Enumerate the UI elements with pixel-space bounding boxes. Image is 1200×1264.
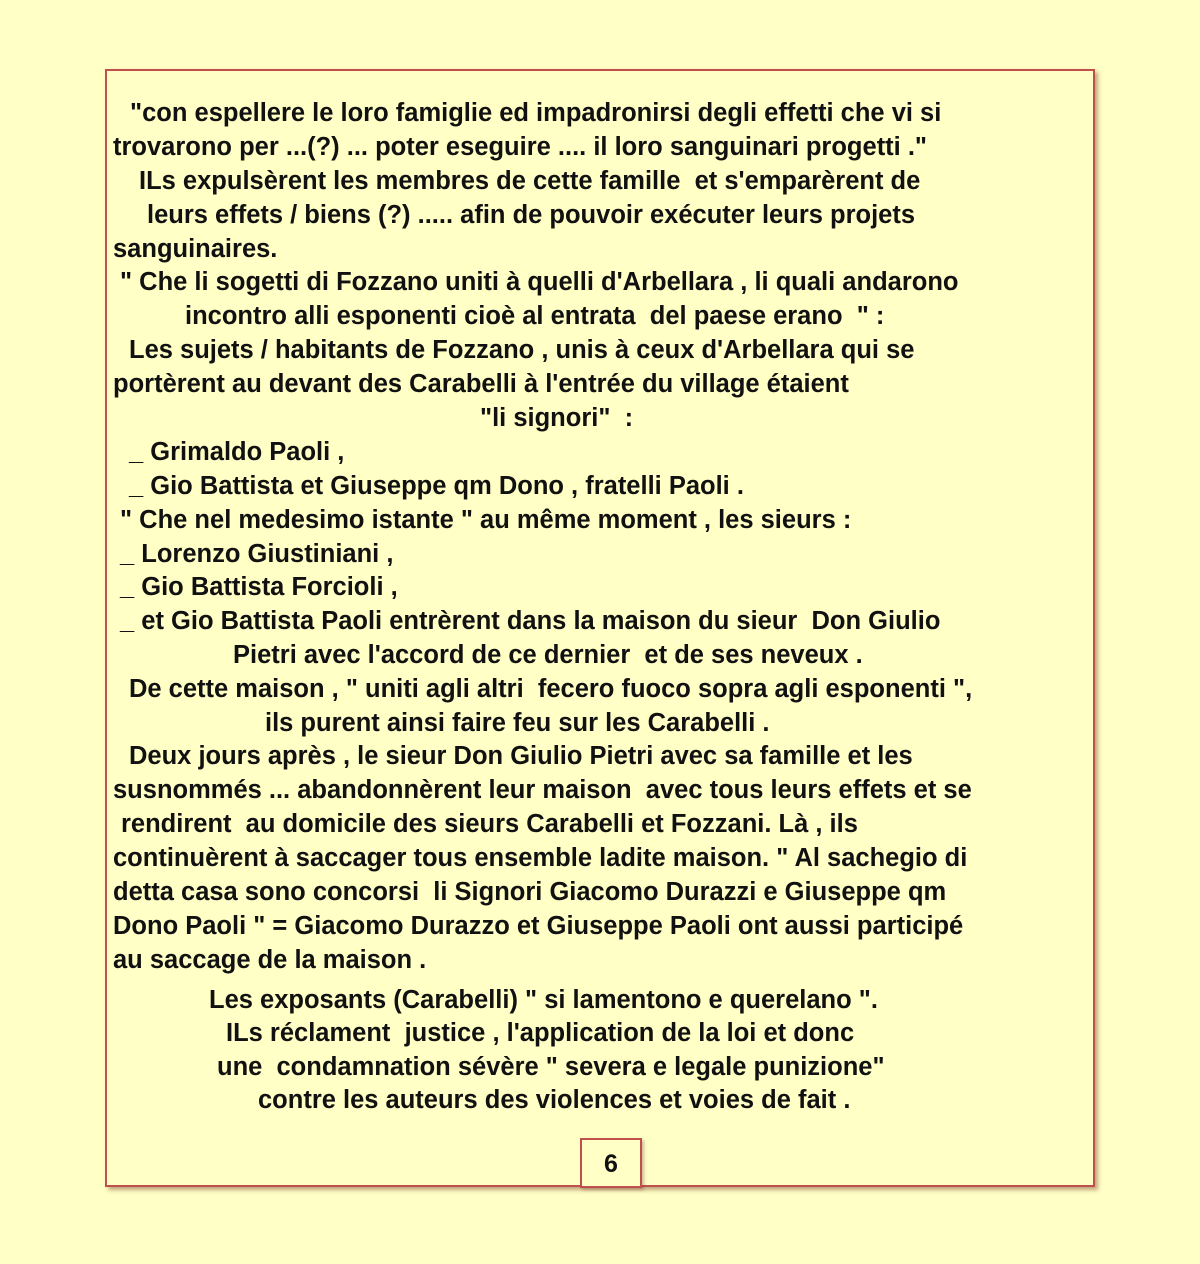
page-number-box bbox=[580, 1138, 642, 1188]
text-line: contre les auteurs des violences et voies de fait . bbox=[258, 1086, 851, 1114]
text-line: ILs expulsèrent les membres de cette famille et s'emparèrent de bbox=[139, 167, 921, 195]
text-line: detta casa sono concorsi li Signori Giacomo Durazzi e Giuseppe qm bbox=[113, 878, 947, 906]
text-line: portèrent au devant des Carabelli à l'entrée du village étaient bbox=[113, 370, 849, 398]
text-line: Deux jours après , le sieur Don Giulio Pietri avec sa famille et les bbox=[129, 742, 913, 770]
text-line: sanguinaires. bbox=[113, 235, 278, 263]
text-line: _ et Gio Battista Paoli entrèrent dans la maison du sieur Don Giulio bbox=[120, 607, 941, 635]
text-line: Les exposants (Carabelli) " si lamentono e querelano ". bbox=[209, 986, 878, 1014]
text-line: susnommés ... abandonnèrent leur maison avec tous leurs effets et se bbox=[113, 776, 972, 804]
text-line: leurs effets / biens (?) ..... afin de pouvoir exécuter leurs projets bbox=[147, 201, 916, 229]
text-line: Pietri avec l'accord de ce dernier et de ses neveux . bbox=[233, 641, 863, 669]
text-line: " Che nel medesimo istante " au même moment , les sieurs : bbox=[120, 506, 852, 534]
text-line: incontro alli esponenti cioè al entrata del paese erano " : bbox=[185, 302, 885, 330]
text-line: continuèrent à saccager tous ensemble ladite maison. " Al sachegio di bbox=[113, 844, 968, 872]
text-line: _ Gio Battista et Giuseppe qm Dono , fratelli Paoli . bbox=[129, 472, 744, 500]
text-line: Les sujets / habitants de Fozzano , unis à ceux d'Arbellara qui se bbox=[129, 336, 915, 364]
text-line: Dono Paoli " = Giacomo Durazzo et Giuseppe Paoli ont aussi participé bbox=[113, 912, 964, 940]
text-line: ILs réclament justice , l'application de la loi et donc bbox=[226, 1019, 855, 1047]
text-line: au saccage de la maison . bbox=[113, 946, 427, 974]
text-line: _ Grimaldo Paoli , bbox=[129, 438, 345, 466]
text-line: ils purent ainsi faire feu sur les Carabelli . bbox=[265, 709, 770, 737]
text-line: "li signori" : bbox=[480, 404, 634, 432]
text-line: "con espellere le loro famiglie ed impadronirsi degli effetti che vi si bbox=[130, 99, 942, 127]
page-number: 6 bbox=[604, 1150, 618, 1178]
text-line: _ Lorenzo Giustiniani , bbox=[120, 540, 394, 568]
text-line: De cette maison , " uniti agli altri fecero fuoco sopra agli esponenti ", bbox=[129, 675, 973, 703]
text-line: " Che li sogetti di Fozzano uniti à quelli d'Arbellara , li quali andarono bbox=[120, 268, 959, 296]
text-line: rendirent au domicile des sieurs Carabelli et Fozzani. Là , ils bbox=[121, 810, 858, 838]
text-line: _ Gio Battista Forcioli , bbox=[120, 573, 398, 601]
text-line: une condamnation sévère " severa e legale punizione" bbox=[217, 1053, 885, 1081]
text-line: trovarono per ...(?) ... poter eseguire .... il loro sanguinari progetti ." bbox=[113, 133, 928, 161]
